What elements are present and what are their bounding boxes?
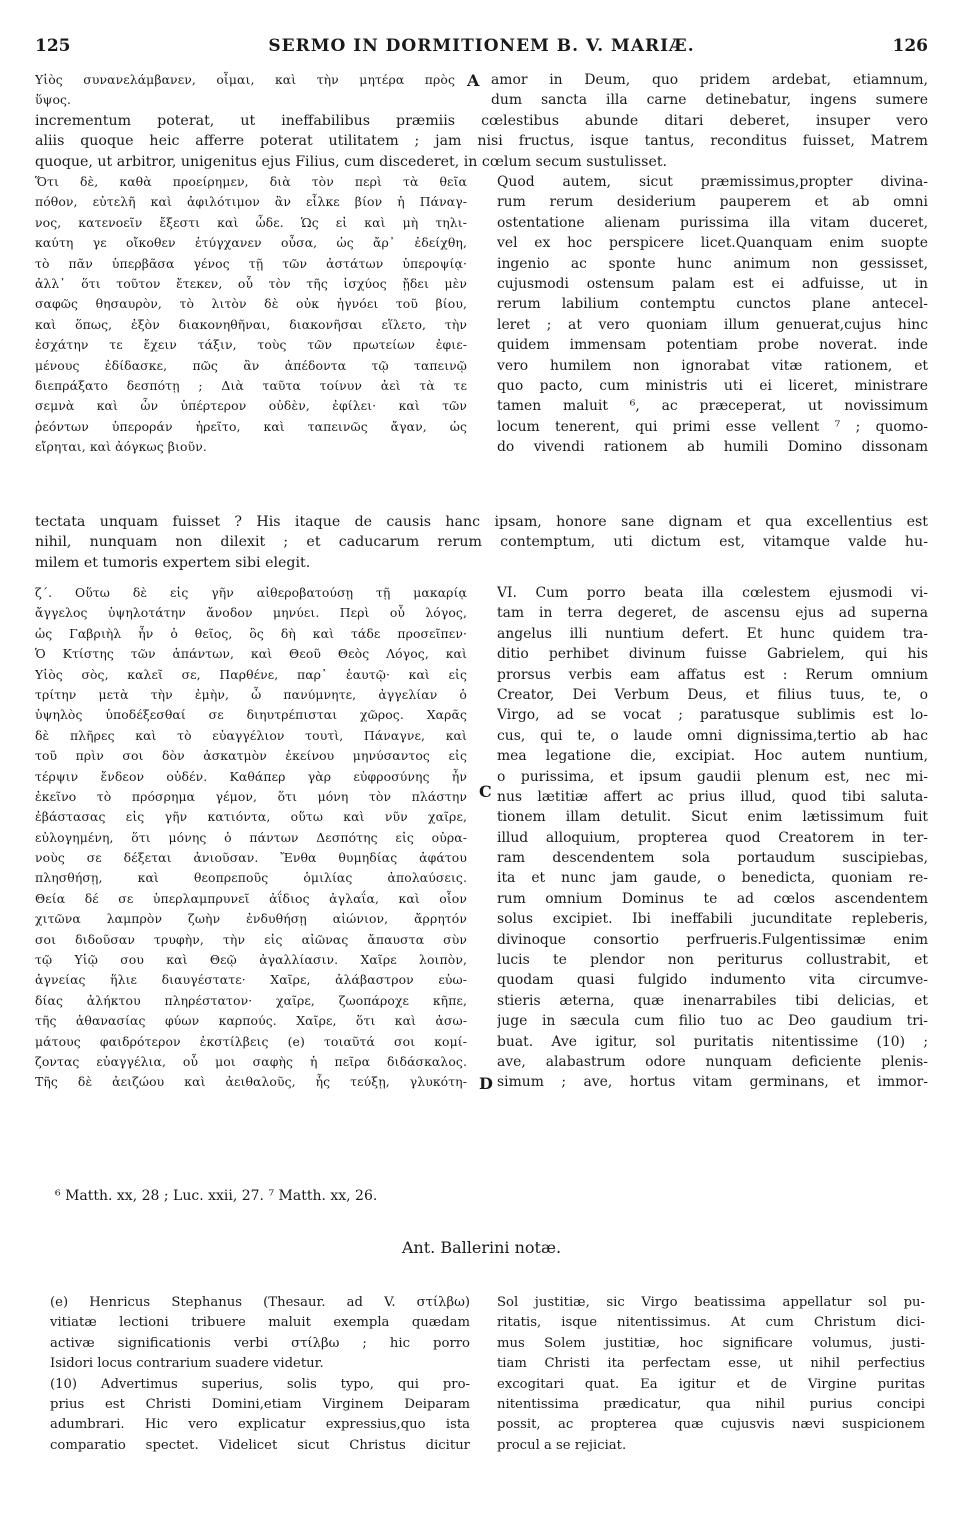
- greek-line: νοὺς σε δέξεται ἀνιοῦσαν. Ἔνθα θυμηδίας ἀφάτου: [35, 850, 467, 866]
- greek-line: μάτους φαιδρότερον ἐκστίλβεις (e) τοιαῦτά σοι κομί-: [35, 1033, 467, 1049]
- greek-line: πλησθήσῃ, καὶ θεοπρεποῦς ὁμιλίας ἀπολαύσεις.: [35, 870, 467, 886]
- full-width-paragraph-1: [35, 111, 928, 172]
- greek-line: Ὁ Κτίστης τῶν ἁπάντων, καὶ Θεοῦ Θεὸς Λόγος, καὶ: [35, 646, 467, 662]
- note-line: comparatio spectet. Videlicet sicut Christus dicitur: [50, 1437, 470, 1453]
- greek-line: καὶ ὅπως, ἐξὸν διακονηθῆναι, διακονῆσαι εἵλετο, τὴν: [35, 316, 467, 332]
- latin-line: ave, alabastrum odore nunquam deficiente plenis-: [497, 1053, 928, 1070]
- latin-line: stieris æterna, quæ inenarrabiles tibi delicias, et: [497, 992, 928, 1009]
- text-line: nihil, nunquam non dilexit ; et caducarum rerum contemptum, uti dictum est, vitamque valde hu-: [35, 534, 928, 551]
- greek-line: δίας ἀλήκτου πληρέστατον· χαῖρε, ζωοπάροχε κῆπε,: [35, 992, 467, 1008]
- latin-line: cujusmodi ostensum palam est ei adfuisse, ut in: [497, 275, 928, 292]
- latin-line: solus excipiet. Ibi ineffabili jucunditate repleberis,: [497, 911, 928, 928]
- latin-line: o purissima, et ipsum gaudii plenum est, nec mi-: [497, 768, 928, 785]
- latin-line: nus lætitiæ affert ac prius illud, quod tibi saluta-: [497, 788, 928, 805]
- greek-line: ἐκεῖνο τὸ πρόσρημα γέμον, ὅτι μόνη τὸν πλάστην: [35, 788, 467, 804]
- greek-line: Υἱὸς συνανελάμβανεν, οἶμαι, καὶ τὴν μητέρα πρὸς: [35, 72, 455, 87]
- note-line: prius est Christi Domini,etiam Virginem Deiparam: [50, 1396, 470, 1412]
- text-line: quoque, ut arbitror, unigenitus ejus Filius, cum discederet, in cœlum secum sustulisset.: [35, 153, 668, 170]
- note-line: excogitari quat. Ea igitur et de Virgine puritas: [497, 1376, 925, 1392]
- greek-line: ἐσχάτην τε ἔχειν τάξιν, τοὺς τῶν πρωτείων ἐφιε-: [35, 337, 467, 353]
- greek-line: σοι διδοῦσαν τρυφὴν, τὴν εἰς αἰῶνας ἄπαυστα σὺν: [35, 931, 467, 947]
- latin-line: rum rerum desiderium pauperem et ab omni: [497, 194, 928, 211]
- note-line: possit, ac propterea quæ cujusvis nævi suspicionem: [497, 1417, 925, 1433]
- note-line: procul a se rejiciat.: [497, 1437, 627, 1453]
- latin-column-2: [497, 583, 928, 1093]
- note-line: Sol justitiæ, sic Virgo beatissima appellatur sol pu-: [497, 1295, 925, 1310]
- latin-line: buat. Ave igitur, sol puritatis nitentissime (10) ;: [497, 1033, 928, 1050]
- latin-line: locum tenerent, qui primi esse vellent ⁷ ; quomo-: [497, 418, 928, 435]
- greek-line: τέρψιν ἔνδεον οὐδέν. Καθάπερ γὰρ εὐφροσύνης ἦν: [35, 768, 467, 784]
- latin-line: quidem immensam potentiam probe noverat. inde: [497, 337, 928, 354]
- page-number-left: 125: [35, 36, 71, 56]
- greek-line: τὸ πᾶν ὑπερβᾶσα γένος τῇ τῶν ἀστάτων ὑπεροψίᾳ·: [35, 255, 467, 271]
- greek-line: ἐβάστασας εἰς γῆν κατιόντα, οὕτω καὶ νῦν χαῖρε,: [35, 809, 467, 825]
- greek-line: καύτη γε οἴκοθεν ἐτύγχανεν οὖσα, ὡς ἄρ᾽ ἐδείχθη,: [35, 235, 467, 251]
- note-line: (e) Henricus Stephanus (Thesaur. ad V. στίλβω): [50, 1295, 470, 1310]
- greek-top-lines: [35, 70, 455, 111]
- greek-line: σαφῶς θησαυρὸν, τὸ λιτὸν δὲ οὐκ ἠγνόει τοῦ βίου,: [35, 296, 467, 312]
- greek-column-2: [35, 583, 467, 1093]
- latin-line: juge in sæcula cum filio tuo ac Deo gaudium tri-: [497, 1013, 928, 1030]
- note-line: activæ significationis verbi στίλβω ; hic porro: [50, 1335, 470, 1351]
- latin-line: dum sancta illa carne detinebatur, ingens sumere: [491, 92, 928, 109]
- notes-column-right: [497, 1294, 925, 1457]
- note-line: adumbrari. Hic vero explicatur expressius,quo ista: [50, 1417, 470, 1433]
- greek-line: διεπράξατο δεσπότῃ ; Διὰ ταῦτα τοίνυν ἀεὶ τὰ τε: [35, 377, 467, 393]
- greek-line: ζ´. Οὕτω δὲ εἰς γῆν αἰθεροβατούσῃ τῇ μακαρίᾳ: [35, 585, 467, 600]
- latin-line: cus, qui te, o laude omni dignissima,tertio ab hac: [497, 727, 928, 744]
- latin-line: Creator, Dei Verbum Deus, et filius tuus, te, o: [497, 686, 928, 703]
- greek-line: ὡς Γαβριὴλ ἦν ὁ θεῖος, ὃς δὴ καὶ τάδε προσεῖπεν·: [35, 625, 467, 641]
- latin-line: tam in terra degeret, de ascensu ejus ad superna: [497, 605, 928, 622]
- latin-line: mea legatione die, excipiat. Hoc autem nuntium,: [497, 748, 928, 765]
- latin-line: angelus illi nuntium defert. Et hunc quidem tra-: [497, 625, 928, 642]
- margin-marker-c: C: [479, 782, 492, 801]
- greek-line: ζοντας εὐαγγέλια, οὗ μοι σαφὴς ἡ πεῖρα διδάσκαλος.: [35, 1053, 467, 1069]
- greek-line: δὲ πλῆρες καὶ τὸ εὐαγγέλιον τουτὶ, Πάναγνε, καὶ: [35, 727, 467, 743]
- latin-top-lines: [491, 70, 928, 111]
- latin-line: ostentatione alienam purissima illa vitam duceret,: [497, 214, 928, 231]
- latin-line: amor in Deum, quo pridem ardebat, etiamnum,: [491, 72, 928, 88]
- text-line: aliis quoque heic afferre poterat utilitatem ; jam nisi fructus, isque tantus, reconditus fuisset, Matrem: [35, 133, 928, 150]
- latin-line: ditio perhibet divinum fuisse Gabrielem, qui his: [497, 646, 928, 663]
- greek-column-1: [35, 172, 467, 457]
- latin-line: illud alloquium, propterea quod Creatorem in ter-: [497, 829, 928, 846]
- footnote: ⁶ Matth. xx, 28 ; Luc. xxii, 27. ⁷ Matth. xx, 26.: [55, 1188, 378, 1204]
- note-line: (10) Advertimus superius, solis typo, qui pro-: [50, 1376, 470, 1392]
- latin-line: Quod autem, sicut præmissimus,propter divina-: [497, 174, 928, 190]
- latin-line: simum ; ave, hortus vitam germinans, et immor-: [497, 1074, 928, 1091]
- latin-line: ita et nunc jam gaude, o benedicta, quoniam re-: [497, 870, 928, 887]
- full-width-paragraph-2: [35, 512, 928, 573]
- latin-line: prorsus verbis eam affatus est : Rerum omnium: [497, 666, 928, 683]
- margin-marker-d: D: [479, 1074, 493, 1093]
- latin-column-1: [497, 172, 928, 457]
- greek-line: ὑψηλὸς ὑποδέξεσθαί σε διηυτρέπισται χῶρος. Χαρᾶς: [35, 707, 467, 723]
- greek-line: εἴρηται, καὶ ἀόγκως βιοῦν.: [35, 439, 207, 455]
- text-line: tectata unquam fuisset ? His itaque de causis hanc ipsam, honore sane dignam et qua excellentius est: [35, 514, 928, 530]
- greek-line: νος, κατενοεῖν ἔξεστι καὶ ὧδε. Ὡς εἰ καὶ μὴ τηλι-: [35, 214, 467, 230]
- greek-line: χιτῶνα λαμπρὸν ζωὴν ἐνδυθήσῃ αἰώνιον, ἄρρητόν: [35, 911, 467, 927]
- latin-line: ram descendentem sola portaudum suscipiebas,: [497, 850, 928, 867]
- latin-line: vel ex hoc perspicere licet.Quanquam enim suopte: [497, 235, 928, 252]
- latin-line: leret ; at vero quoniam illum genuerat,cujus hinc: [497, 316, 928, 333]
- latin-line: VI. Cum porro beata illa cœlestem ejusmodi vi-: [497, 585, 928, 601]
- note-line: nitentissima prædicatur, qua nihil purius concipi: [497, 1396, 925, 1412]
- greek-line: Θεία δέ σε ὑπερλαμπρυνεῖ ἀΐδιος ἀγλαΐα, καὶ οἷον: [35, 890, 467, 906]
- latin-line: lucis te plendor non periturus collustrabit, et: [497, 952, 928, 969]
- greek-line: ῥεόντων ὑπεροράν ἡρεῖτο, καὶ ταπεινῶς ἄγαν, ὡς: [35, 418, 467, 434]
- note-line: Isidori locus contrarium suadere videtur.: [50, 1356, 324, 1372]
- greek-line: εὐλογημένη, ὅτι μόνης ὁ πάντων Δεσπότης εἰς οὐρα-: [35, 829, 467, 845]
- latin-line: vero humilem non ignorabat vitæ rationem, et: [497, 357, 928, 374]
- page-header: [35, 36, 928, 60]
- note-line: tiam Christi ita perfectam esse, ut nihil perfectius: [497, 1356, 925, 1372]
- note-line: ritatis, isque nitentissimus. At cum Christum dici-: [497, 1315, 925, 1331]
- latin-line: divinoque consortio perfrueris.Fulgentissimæ enim: [497, 931, 928, 948]
- notes-column-left: [50, 1294, 470, 1457]
- note-line: mus Solem justitiæ, hoc significare volumus, justi-: [497, 1335, 925, 1351]
- latin-line: tionem illam detulit. Sicut enim lætissimum fuit: [497, 809, 928, 826]
- greek-line: Ὅτι δὲ, καθὰ προείρημεν, διὰ τὸν περὶ τὰ θεῖα: [35, 174, 467, 189]
- latin-line: rerum labilium contemptu cunctos plane antecel-: [497, 296, 928, 313]
- text-line: milem et tumoris expertem sibi elegit.: [35, 554, 311, 571]
- latin-line: do vivendi rationem ab humili Domino dissonam: [497, 439, 928, 456]
- running-title: SERMO IN DORMITIONEM B. V. MARIÆ.: [268, 36, 695, 56]
- greek-line: τοῦ πρὶν σοι δὸν ἀσκατμὸν ἐκείνου μηνύσαντος εἰς: [35, 748, 467, 764]
- greek-line: ἁγνείας ἥλιε διαυγέστατε· Χαῖρε, ἀλάβαστρον εὐω-: [35, 972, 467, 988]
- greek-line: τῷ Υἱῷ σου καὶ Θεῷ ἀγαλλίασιν. Χαῖρε λοιπὸν,: [35, 952, 467, 968]
- greek-line: μένους ἐδίδασκε, πῶς ἂν ἀπέδοντα τῷ ταπεινῷ: [35, 357, 467, 373]
- notes-title: Ant. Ballerini notæ.: [401, 1238, 562, 1257]
- note-line: vitiatæ lectioni tribuere maluit exempla quædam: [50, 1315, 470, 1331]
- margin-marker-a: A: [467, 71, 480, 90]
- greek-line: σεμνὰ καὶ ὧν ὑπέρτερον οὐδὲν, ἐφίλει· καὶ τῶν: [35, 398, 467, 414]
- latin-line: quodam quasi fulgido indumento vita circumve-: [497, 972, 928, 989]
- latin-line: quo pacto, cum ministris uti ei liceret, ministrare: [497, 377, 928, 394]
- latin-line: rum omnium Dominus te ad cœlos ascendentem: [497, 890, 928, 907]
- greek-line: ὕψος.: [35, 92, 72, 108]
- greek-line: Υἱὸς σὸς, καλεῖ σε, Παρθένε, παρ᾽ ἑαυτῷ· καὶ εἰς: [35, 666, 467, 682]
- greek-line: τρίτην μετὰ τὴν ἐμὴν, ὦ πανύμνητε, ἀγγελίαν ὁ: [35, 686, 467, 702]
- latin-line: Virgo, ad se vocat ; paratusque sublimis est lo-: [497, 707, 928, 724]
- greek-line: ἀλλ᾽ ὅτι τοῦτον ἔτεκεν, οὗ τὸν τῆς ἰσχύος ᾔδει μὲν: [35, 275, 467, 291]
- greek-line: τῆς ἀθανασίας φύων καρπούς. Χαῖρε, ὅτι καὶ ἀσω-: [35, 1013, 467, 1029]
- greek-line: ἄγγελος ὑψηλοτάτην ἄνοδον μηνύει. Περὶ οὗ λόγος,: [35, 605, 467, 621]
- greek-line: Τῆς δὲ ἀειζώου καὶ ἀειθαλοῦς, ἧς τεύξῃ, γλυκότη-: [35, 1074, 467, 1090]
- latin-line: tamen maluit ⁶, ac præceperat, ut novissimum: [497, 398, 928, 415]
- greek-line: πόθον, εὐτελῆ καὶ ἀφιλότιμον ἂν εἷλκε βίον ἡ Πάναγ-: [35, 194, 467, 210]
- latin-line: ingenio ac sponte hunc animum non gessisset,: [497, 255, 928, 272]
- page-number-right: 126: [892, 36, 928, 56]
- text-line: incrementum poterat, ut ineffabilibus præmiis cœlestibus abunde ditari deberet, insuper vero: [35, 113, 928, 129]
